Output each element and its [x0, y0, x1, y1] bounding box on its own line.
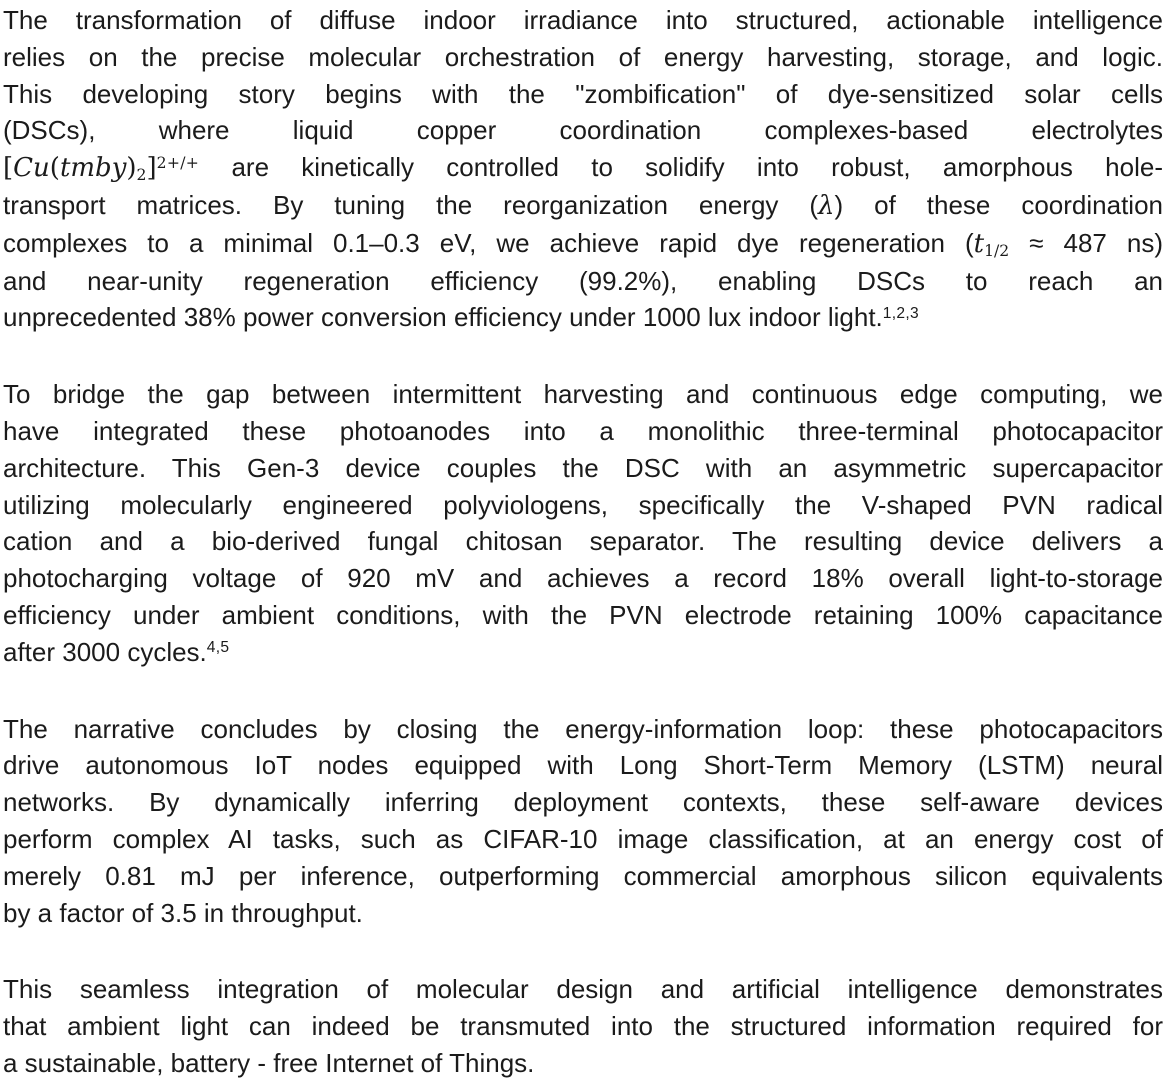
text-line: (DSCs), where liquid copper coordination complexes-based electrolytes: [3, 115, 1163, 146]
text-line: cation and a bio-derived fungal chitosan separator. The resulting device delivers a: [3, 526, 1163, 557]
paragraph: [3, 971, 1163, 1080]
text-line: that ambient light can indeed be transmuted into the structured information required for: [3, 1011, 1163, 1042]
text-line: unprecedented 38% power conversion efficiency under 1000 lux indoor light.$^{1,2,3}$: [3, 302, 920, 333]
text-line: The transformation of diffuse indoor irradiance into structured, actionable intelligence: [3, 5, 1163, 35]
text-line: have integrated these photoanodes into a monolithic three-terminal photocapacitor: [3, 415, 1163, 446]
abstract-text: [3, 2, 1163, 1080]
text-line: a sustainable, battery - free Internet of Things.: [3, 1047, 535, 1078]
text-line: This seamless integration of molecular design and artificial intelligence demonstrates: [3, 974, 1163, 1005]
paragraph: [3, 711, 1163, 932]
text-line: by a factor of 3.5 in throughput.: [3, 897, 363, 928]
text-line: photocharging voltage of 920 mV and achieves a record 18% overall light-to-storage: [3, 563, 1163, 594]
text-line: networks. By dynamically inferring deployment contexts, these self-aware devices: [3, 787, 1163, 818]
text-line: architecture. This Gen-3 device couples the DSC with an asymmetric supercapacitor: [3, 452, 1163, 483]
text-line: after 3000 cycles.$^{4,5}$: [3, 636, 230, 667]
paragraph: [3, 376, 1163, 670]
text-line: perform complex AI tasks, such as CIFAR-10 image classification, at an energy cost of: [3, 823, 1163, 854]
text-line: efficiency under ambient conditions, with the PVN electrode retaining 100% capacitance: [3, 599, 1163, 630]
text-line: [Cu(tmby)2]$^{2+/+}$ are kinetically controlled to solidify into robust, amorphous hole-: [3, 152, 1163, 185]
text-line: and near-unity regeneration efficiency (99.2%), enabling DSCs to reach an: [3, 265, 1163, 296]
text-line: The narrative concludes by closing the energy-information loop: these photocapacitors: [3, 713, 1163, 744]
text-line: utilizing molecularly engineered polyviologens, specifically the V-shaped PVN radical: [3, 489, 1163, 520]
text-line: relies on the precise molecular orchestration of energy harvesting, storage, and logic.: [3, 41, 1163, 72]
text-line: This developing story begins with the "zombification" of dye-sensitized solar cells: [3, 78, 1163, 109]
text-line: complexes to a minimal 0.1–0.3 eV, we achieve rapid dye regeneration (t1/2 ≈ 487 ns): [3, 227, 1163, 260]
text-line: merely 0.81 mJ per inference, outperforming commercial amorphous silicon equivalents: [3, 860, 1163, 891]
text-line: drive autonomous IoT nodes equipped with Long Short-Term Memory (LSTM) neural: [3, 750, 1163, 781]
text-line: To bridge the gap between intermittent harvesting and continuous edge computing, we: [3, 379, 1163, 410]
text-line: transport matrices. By tuning the reorganization energy (λ) of these coordination: [3, 189, 1163, 221]
paragraph: [3, 2, 1163, 336]
